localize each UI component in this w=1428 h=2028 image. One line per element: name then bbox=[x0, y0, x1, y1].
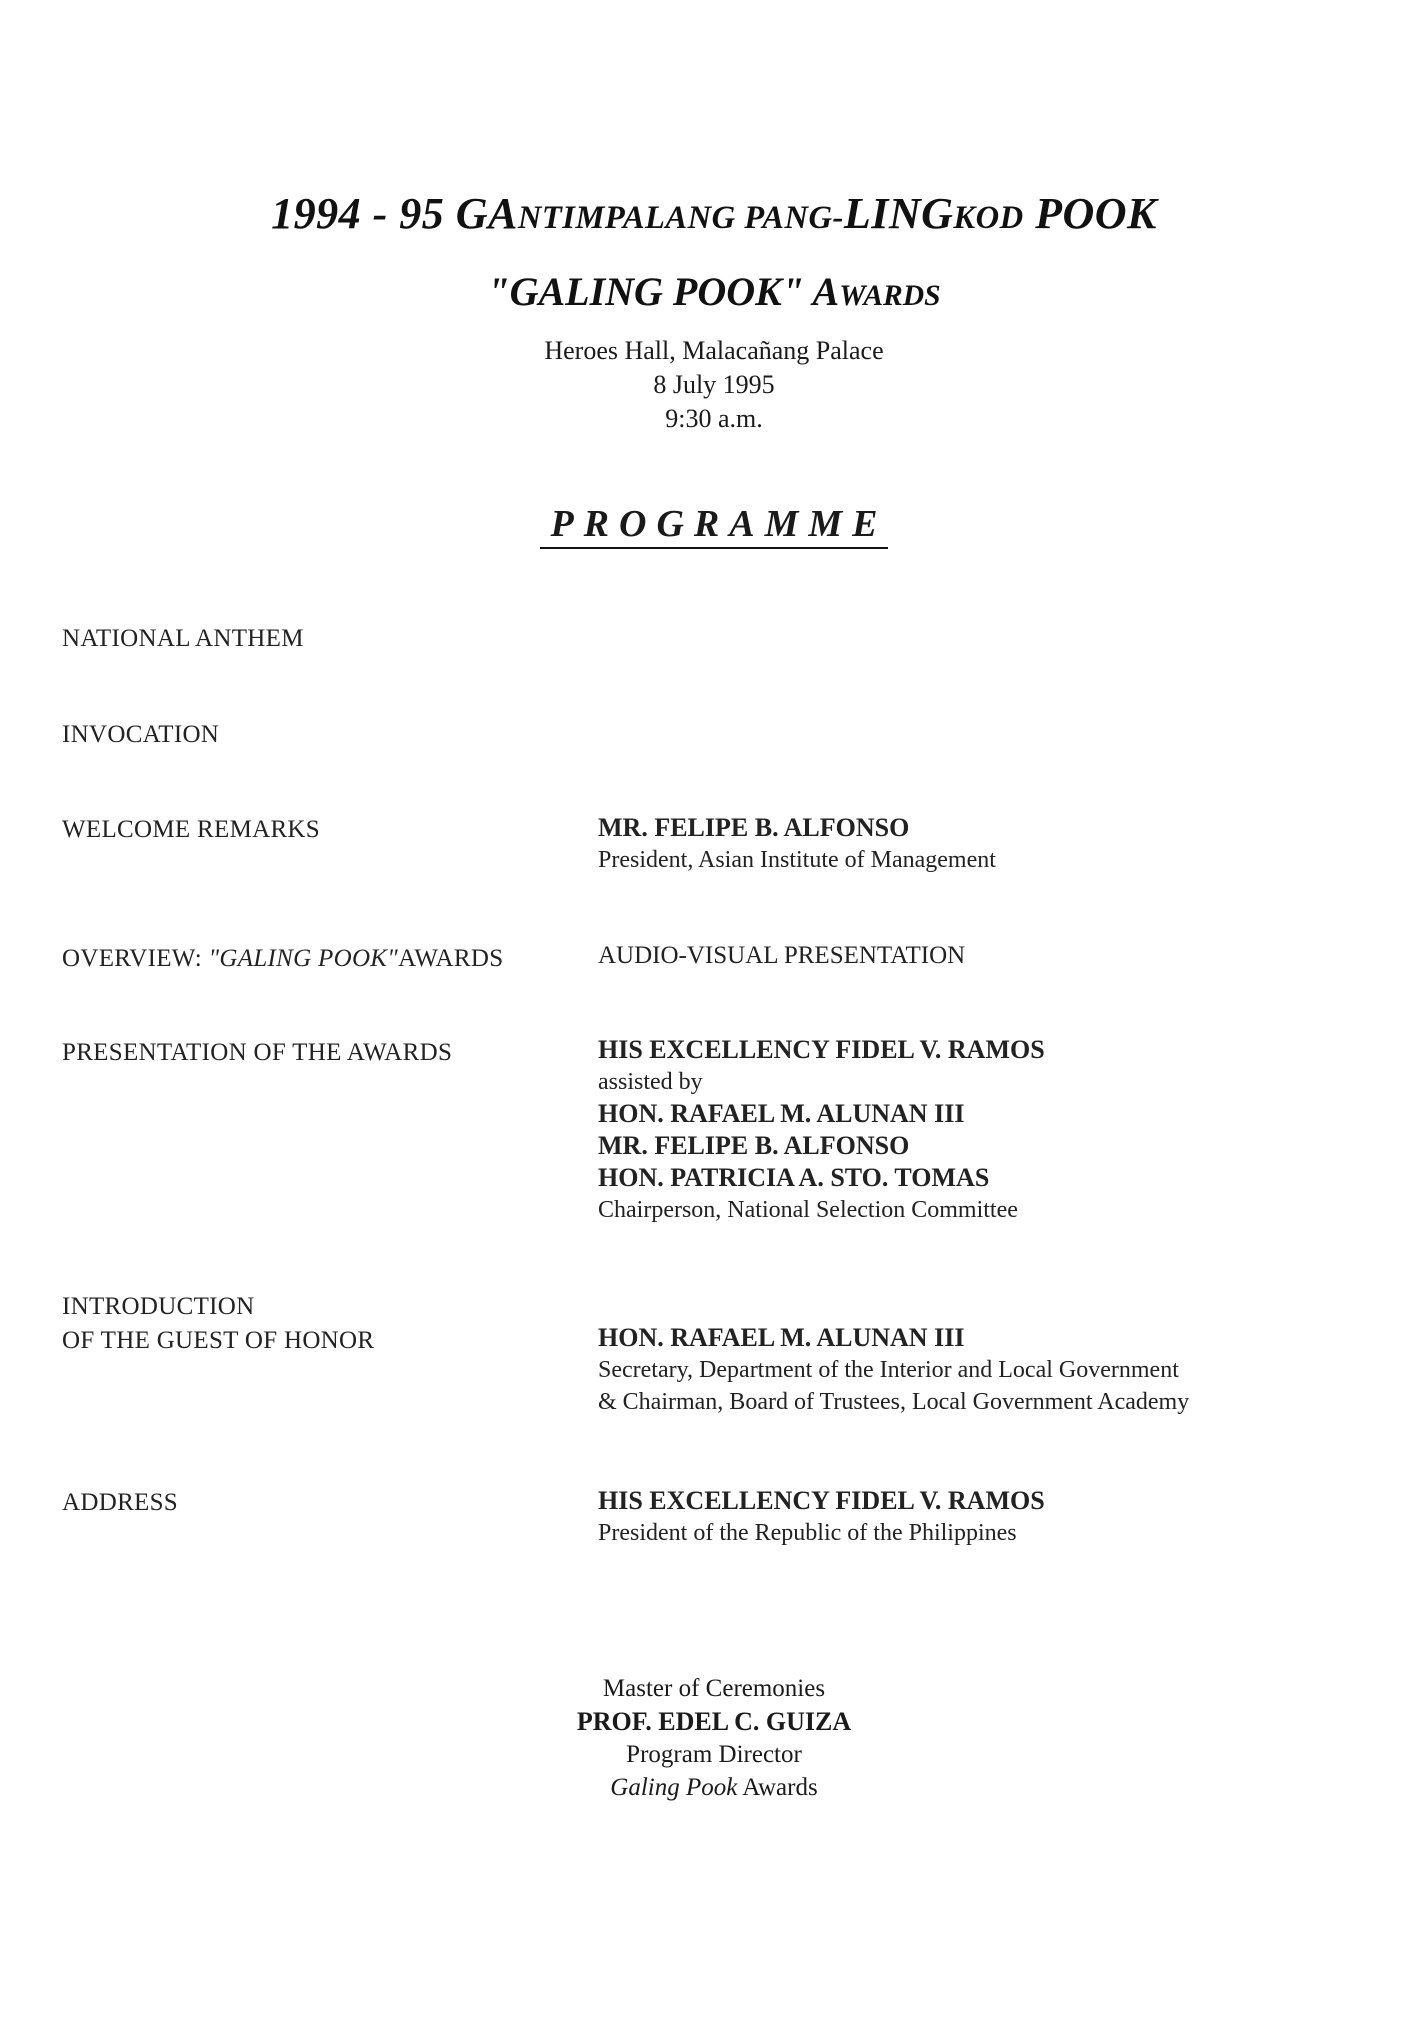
venue-block bbox=[0, 334, 1428, 436]
title-ntimpalang: NTIMPALANG PANG- bbox=[517, 200, 844, 236]
item-presentation-awards: PRESENTATION OF THE AWARDS bbox=[62, 1039, 453, 1066]
item-address: ADDRESS bbox=[62, 1489, 179, 1516]
overview-av-presentation: AUDIO-VISUAL PRESENTATION bbox=[598, 942, 966, 969]
mc-awards-suffix: Awards bbox=[742, 1774, 818, 1801]
title-year: 1994 - 95 bbox=[271, 189, 445, 238]
mc-name: PROF. EDEL C. GUIZA bbox=[576, 1707, 852, 1736]
programme-title: PROGRAMME bbox=[540, 503, 887, 549]
presentation-details bbox=[598, 1034, 1045, 1226]
presentation-name-3: MR. FELIPE B. ALFONSO bbox=[598, 1131, 910, 1160]
welcome-speaker bbox=[598, 812, 996, 876]
overview-prefix: OVERVIEW: bbox=[62, 945, 203, 972]
venue-name: Heroes Hall, Malacañang Palace bbox=[544, 336, 884, 365]
introduction-name: HON. RAFAEL M. ALUNAN III bbox=[598, 1323, 965, 1352]
introduction-role-1: Secretary, Department of the Interior and Local Government bbox=[598, 1357, 1179, 1383]
item-welcome-remarks: WELCOME REMARKS bbox=[62, 816, 320, 843]
title-ling: LING bbox=[843, 189, 954, 238]
programme-heading bbox=[0, 502, 1428, 546]
presentation-name-2: HON. RAFAEL M. ALUNAN III bbox=[598, 1099, 965, 1128]
mc-role: Program Director bbox=[626, 1741, 802, 1768]
presentation-assisted-by: assisted by bbox=[598, 1069, 703, 1095]
presentation-name-1: HIS EXCELLENCY FIDEL V. RAMOS bbox=[598, 1035, 1045, 1064]
event-title bbox=[0, 188, 1428, 239]
welcome-speaker-role: President, Asian Institute of Management bbox=[598, 847, 996, 873]
introduction-role-2: & Chairman, Board of Trustees, Local Government Academy bbox=[598, 1389, 1190, 1415]
subtitle-a: A bbox=[812, 269, 840, 314]
event-subtitle bbox=[0, 268, 1428, 315]
mc-awards-italic: Galing Pook bbox=[610, 1774, 738, 1801]
mc-heading: Master of Ceremonies bbox=[602, 1675, 826, 1702]
address-role: President of the Republic of the Philippines bbox=[598, 1520, 1017, 1546]
overview-detail bbox=[598, 940, 965, 972]
title-ga: GA bbox=[455, 189, 518, 238]
item-introduction bbox=[62, 1290, 374, 1358]
overview-suffix: AWARDS bbox=[398, 945, 504, 972]
overview-italic: "GALING POOK" bbox=[208, 945, 399, 972]
subtitle-galing-pook: "GALING POOK" bbox=[487, 269, 804, 314]
title-pook: POOK bbox=[1035, 189, 1157, 238]
introduction-details bbox=[598, 1322, 1189, 1418]
item-overview bbox=[62, 942, 503, 976]
address-name: HIS EXCELLENCY FIDEL V. RAMOS bbox=[598, 1486, 1045, 1515]
item-national-anthem: NATIONAL ANTHEM bbox=[62, 625, 304, 652]
event-time: 9:30 a.m. bbox=[665, 404, 763, 433]
introduction-line-1: INTRODUCTION bbox=[62, 1293, 255, 1320]
presentation-name-4: HON. PATRICIA A. STO. TOMAS bbox=[598, 1163, 990, 1192]
title-kod: KOD bbox=[953, 200, 1024, 236]
introduction-line-2: OF THE GUEST OF HONOR bbox=[62, 1327, 375, 1354]
subtitle-wards: WARDS bbox=[839, 280, 941, 312]
address-details bbox=[598, 1485, 1045, 1549]
mc-awards bbox=[0, 1771, 1428, 1804]
event-date: 8 July 1995 bbox=[653, 370, 775, 399]
master-of-ceremonies bbox=[0, 1672, 1428, 1804]
welcome-speaker-name: MR. FELIPE B. ALFONSO bbox=[598, 813, 910, 842]
item-invocation: INVOCATION bbox=[62, 721, 220, 748]
presentation-role: Chairperson, National Selection Committee bbox=[598, 1197, 1018, 1223]
